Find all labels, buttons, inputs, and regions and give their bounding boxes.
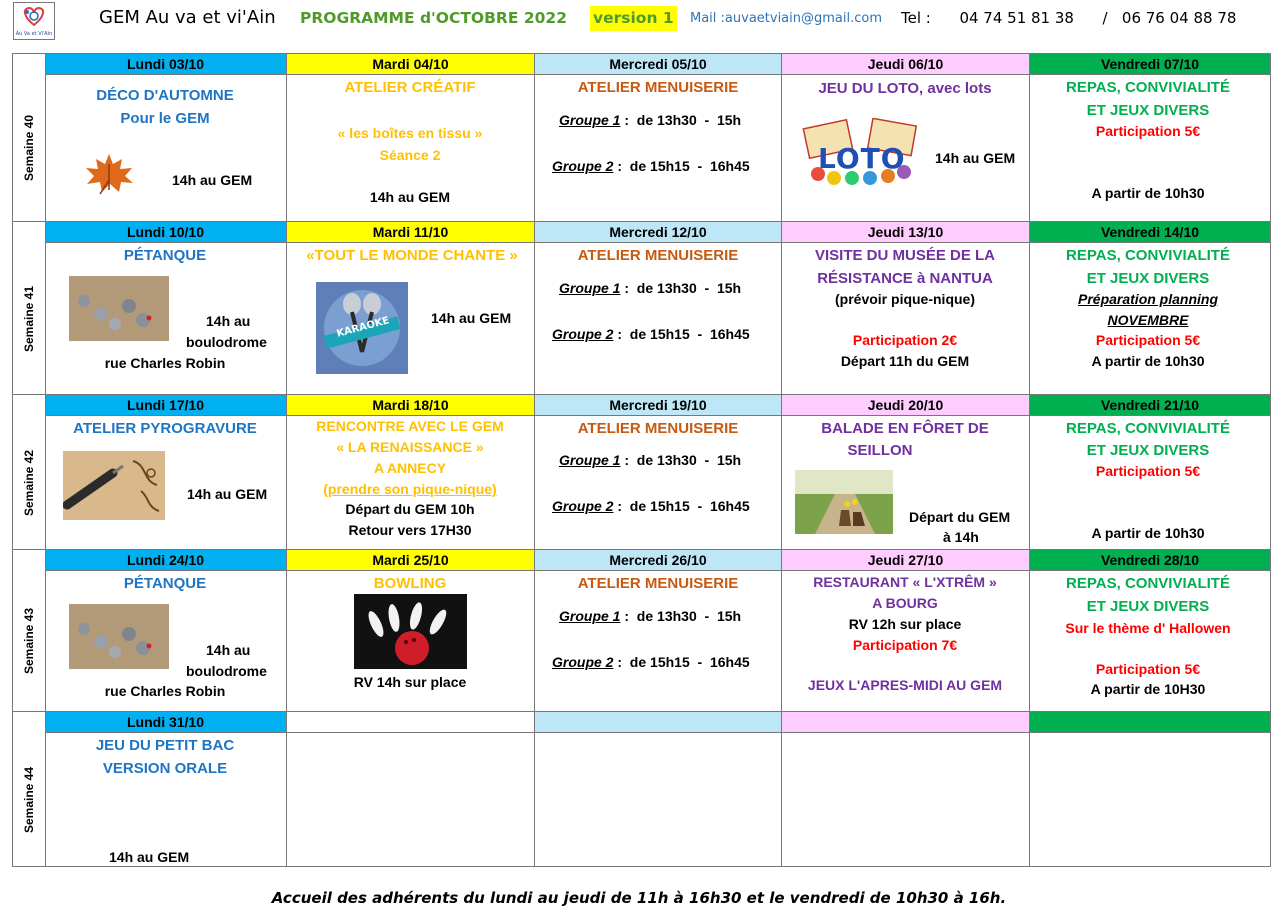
activity-time: A partir de 10H30 [1090, 681, 1206, 697]
day-header-wed-w42: Mercredi 19/10 [535, 395, 781, 415]
day-header-mon-w43: Lundi 24/10 [45, 550, 286, 570]
activity-title: JEU DU LOTO, avec lots [818, 80, 992, 97]
activity-title-2: « LA RENAISSANCE » [336, 439, 484, 455]
activity-planning-month: NOVEMBRE [1107, 312, 1189, 328]
activity-title: VISITE DU MUSÉE DE LA [814, 247, 996, 264]
activity-title-2: ET JEUX DIVERS [1086, 102, 1210, 119]
activity-time: 14h au GEM [172, 172, 253, 188]
activity-title: REPAS, CONVIVIALITÉ [1066, 420, 1230, 437]
activity-title: ATELIER MENUISERIE [577, 79, 739, 96]
day-header-fri-w41: Vendredi 14/10 [1030, 222, 1270, 242]
day-header-wed-w43: Mercredi 26/10 [535, 550, 781, 570]
activity-time: 14h au GEM [935, 150, 1016, 166]
activity-time: 14h au GEM [187, 486, 268, 502]
group-2-schedule: Groupe 2 : de 15h15 - 16h45 [552, 498, 750, 514]
group-2-schedule: Groupe 2 : de 15h15 - 16h45 [552, 326, 750, 342]
logo-label: Au Va et Vi'Ain [15, 31, 53, 37]
activity-price: Participation 5€ [1095, 661, 1201, 677]
activity-subtitle: « les boîtes en tissu » [337, 125, 483, 141]
activity-price: Participation 7€ [852, 637, 958, 653]
activity-note: (prendre son pique-nique) [323, 481, 497, 497]
week-label-44: Semaine 44 [21, 766, 36, 833]
activity-session: Séance 2 [379, 147, 441, 163]
activity-title: PÉTANQUE [123, 575, 207, 592]
day-header-fri-w44 [1030, 712, 1270, 732]
activity-title: «TOUT LE MONDE CHANTE » [306, 247, 518, 264]
day-header-thu-w44 [782, 712, 1029, 732]
activity-title-2: SEILLON [847, 442, 913, 459]
pyrogravure-image [63, 451, 165, 520]
group-1-schedule: Groupe 1 : de 13h30 - 15h [559, 280, 742, 296]
activity-title: RENCONTRE AVEC LE GEM [316, 418, 504, 434]
activity-time: 14h au GEM [369, 189, 451, 205]
forest-walk-image [795, 470, 893, 534]
day-header-thu-w40: Jeudi 06/10 [782, 54, 1029, 74]
activity-place: boulodrome [186, 334, 267, 350]
activity-title: BOWLING [373, 575, 447, 592]
day-header-mon-w44: Lundi 31/10 [45, 712, 286, 732]
activity-rendezvous: RV 12h sur place [848, 616, 962, 632]
activity-title-2: A BOURG [872, 595, 938, 611]
activity-time: 14h au [206, 642, 251, 658]
day-header-thu-w42: Jeudi 20/10 [782, 395, 1029, 415]
week-label-41: Semaine 41 [21, 285, 36, 352]
activity-note: (prévoir pique-nique) [835, 291, 975, 307]
activity-title: REPAS, CONVIVIALITÉ [1066, 79, 1230, 96]
activity-time: 14h au [206, 313, 251, 329]
activity-price: Participation 5€ [1095, 463, 1201, 479]
bowling-image [354, 594, 467, 669]
petanque-image [69, 604, 169, 669]
activity-time: A partir de 10h30 [1091, 353, 1205, 369]
activity-departure: Départ du GEM 10h [345, 501, 475, 517]
activity-time: A partir de 10h30 [1091, 185, 1205, 201]
day-header-mon-w40: Lundi 03/10 [45, 54, 286, 74]
contact-phones: Tel : 04 74 51 81 38 / 06 76 04 88 78 [901, 9, 1237, 27]
activity-planning: Préparation planning [1077, 291, 1219, 307]
day-header-thu-w43: Jeudi 27/10 [782, 550, 1029, 570]
activity-title: BALADE EN FÔRET DE [821, 420, 989, 437]
activity-place: boulodrome [186, 663, 267, 679]
loto-image [800, 118, 924, 188]
gem-logo [13, 2, 55, 40]
activity-title-2: ET JEUX DIVERS [1086, 598, 1210, 615]
day-header-mon-w41: Lundi 10/10 [45, 222, 286, 242]
activity-theme: Sur le thème d' Hallowen [1065, 620, 1231, 636]
day-header-wed-w40: Mercredi 05/10 [535, 54, 781, 74]
activity-subtitle: Pour le GEM [120, 110, 210, 127]
activity-title: ATELIER MENUISERIE [577, 420, 739, 437]
karaoke-word: KARAOKE [335, 315, 391, 340]
activity-title: ATELIER MENUISERIE [577, 247, 739, 264]
day-header-tue-w43: Mardi 25/10 [287, 550, 534, 570]
activity-title-3: A ANNECY [373, 460, 447, 476]
activity-title-2: RÉSISTANCE à NANTUA [817, 270, 993, 287]
activity-time: à 14h [943, 529, 979, 545]
activity-time: Départ 11h du GEM [840, 353, 970, 369]
activity-price: Participation 5€ [1095, 123, 1201, 139]
activity-afternoon: JEUX L'APRES-MIDI AU GEM [807, 677, 1003, 693]
contact-mail[interactable]: Mail :auvaetviain@gmail.com [690, 11, 883, 26]
activity-time: A partir de 10h30 [1091, 525, 1205, 541]
activity-title: REPAS, CONVIVIALITÉ [1066, 247, 1230, 264]
autumn-leaf-image [80, 150, 138, 198]
association-title: GEM Au va et vi'Ain [99, 7, 276, 28]
week-label-42: Semaine 42 [21, 449, 36, 516]
activity-price: Participation 2€ [852, 332, 958, 348]
day-header-thu-w41: Jeudi 13/10 [782, 222, 1029, 242]
group-2-schedule: Groupe 2 : de 15h15 - 16h45 [552, 654, 750, 670]
opening-hours-footer: Accueil des adhérents du lundi au jeudi de 11h à 16h30 et le vendredi de 10h30 à 16h. [271, 889, 1007, 907]
activity-title: ATELIER MENUISERIE [577, 575, 739, 592]
loto-word: LOTO [818, 142, 906, 175]
activity-title-2: ET JEUX DIVERS [1086, 270, 1210, 287]
activity-title-2: ET JEUX DIVERS [1086, 442, 1210, 459]
karaoke-image [316, 282, 408, 374]
day-header-tue-w44 [287, 712, 534, 732]
activity-place-2: rue Charles Robin [104, 355, 226, 371]
activity-departure: Départ du GEM [909, 509, 1011, 525]
version-badge: version 1 [590, 6, 677, 31]
activity-time: 14h au GEM [109, 849, 190, 865]
activity-title: ATELIER CRÉATIF [344, 79, 476, 96]
group-1-schedule: Groupe 1 : de 13h30 - 15h [559, 112, 742, 128]
activity-title: PÉTANQUE [123, 247, 207, 264]
activity-title: ATELIER PYROGRAVURE [73, 420, 257, 437]
activity-title: RESTAURANT « L'XTRÊM » [813, 574, 997, 590]
petanque-image [69, 276, 169, 341]
activity-return: Retour vers 17H30 [348, 522, 472, 538]
day-header-tue-w41: Mardi 11/10 [287, 222, 534, 242]
day-header-fri-w43: Vendredi 28/10 [1030, 550, 1270, 570]
day-header-fri-w42: Vendredi 21/10 [1030, 395, 1270, 415]
day-header-tue-w42: Mardi 18/10 [287, 395, 534, 415]
day-header-tue-w40: Mardi 04/10 [287, 54, 534, 74]
activity-place-2: rue Charles Robin [104, 683, 226, 699]
day-header-wed-w44 [535, 712, 781, 732]
day-header-mon-w42: Lundi 17/10 [45, 395, 286, 415]
activity-title-2: VERSION ORALE [102, 760, 228, 777]
week-label-40: Semaine 40 [21, 114, 36, 182]
programme-title: PROGRAMME d'OCTOBRE 2022 [300, 9, 567, 27]
day-header-fri-w40: Vendredi 07/10 [1030, 54, 1270, 74]
activity-title: JEU DU PETIT BAC [95, 737, 235, 754]
activity-title: REPAS, CONVIVIALITÉ [1066, 575, 1230, 592]
day-header-wed-w41: Mercredi 12/10 [535, 222, 781, 242]
group-1-schedule: Groupe 1 : de 13h30 - 15h [559, 608, 742, 624]
activity-price: Participation 5€ [1095, 332, 1201, 348]
week-label-43: Semaine 43 [21, 607, 36, 675]
group-2-schedule: Groupe 2 : de 15h15 - 16h45 [552, 158, 750, 174]
group-1-schedule: Groupe 1 : de 13h30 - 15h [559, 452, 742, 468]
activity-time: RV 14h sur place [353, 674, 467, 690]
activity-time: 14h au GEM [431, 310, 512, 326]
activity-title: DÉCO D'AUTOMNE [96, 87, 234, 104]
